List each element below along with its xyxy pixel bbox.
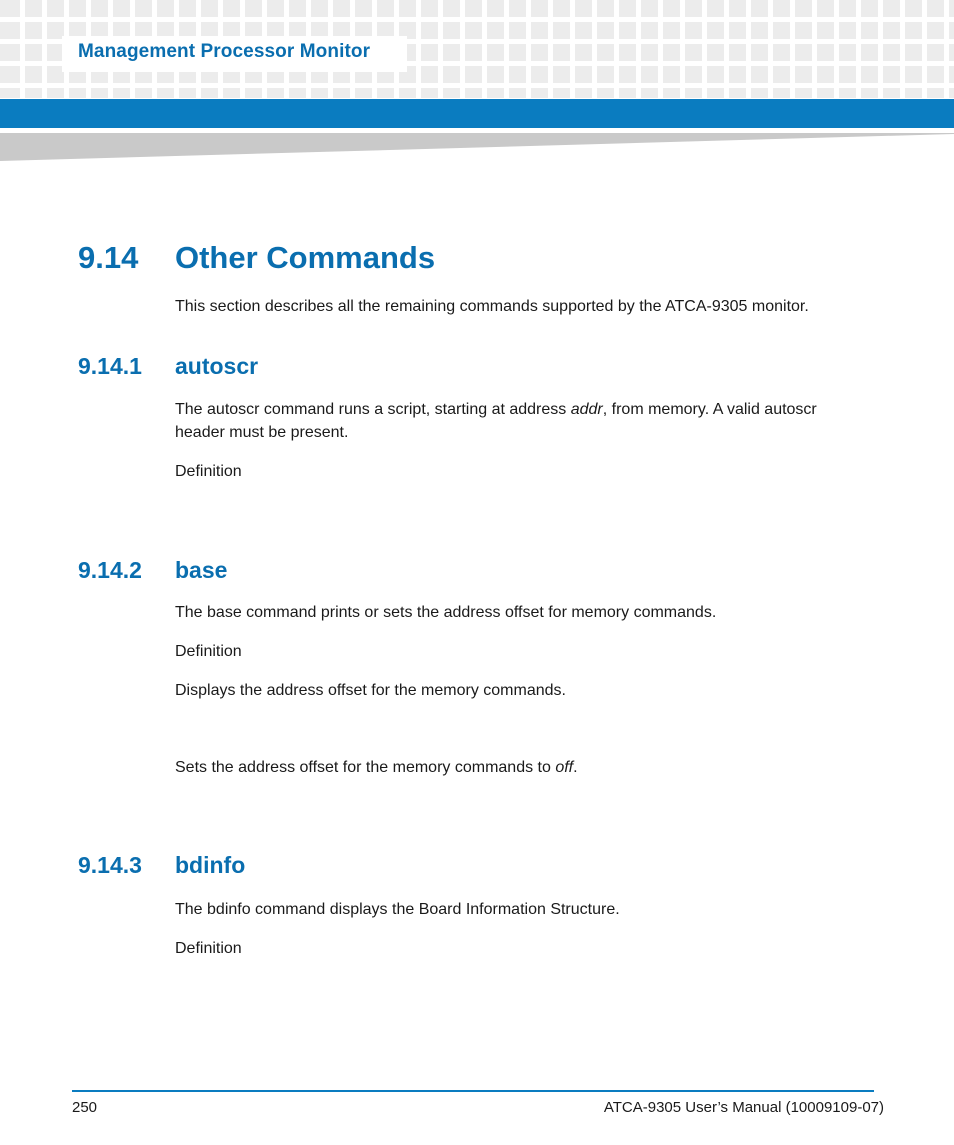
running-header-title: Management Processor Monitor [78, 41, 371, 62]
base-definition-label: Definition [175, 643, 242, 660]
base-set-param: off [555, 759, 574, 776]
subsection-heading-bdinfo [78, 852, 245, 879]
subsection-number: 9.14.2 [78, 557, 142, 583]
subsection-number: 9.14.1 [78, 353, 142, 379]
footer-document-title: ATCA-9305 User’s Manual (10009109-07) [603, 1099, 884, 1116]
base-set-text: Sets the address offset for the memory commands to [175, 759, 556, 776]
section-title: Other Commands [175, 240, 436, 275]
autoscr-definition-label: Definition [175, 463, 242, 480]
subsection-title: bdinfo [175, 852, 246, 878]
bdinfo-description: The bdinfo command displays the Board Information Structure. [175, 901, 620, 918]
base-display-line: Displays the address offset for the memory commands. [175, 682, 566, 699]
header-gray-swoosh [0, 129, 954, 165]
section-heading [78, 240, 435, 276]
bdinfo-definition-label: Definition [175, 940, 242, 957]
footer-rule [72, 1090, 874, 1092]
section-intro: This section describes all the remaining commands supported by the ATCA-9305 monitor. [175, 298, 809, 315]
subsection-number: 9.14.3 [78, 852, 142, 878]
base-set-text-end: . [573, 759, 578, 776]
subsection-heading-base [78, 557, 227, 584]
base-description: The base command prints or sets the address offset for memory commands. [175, 604, 717, 621]
page-number: 250 [72, 1099, 98, 1116]
subsection-title: autoscr [175, 353, 259, 379]
section-number: 9.14 [78, 240, 139, 275]
subsection-title: base [175, 557, 228, 583]
autoscr-desc-param: addr [570, 401, 603, 418]
autoscr-desc-text-end: , from memory. A valid autoscr header must be present. [175, 401, 817, 441]
autoscr-desc-text: The autoscr command runs a script, starting at address [175, 401, 571, 418]
header-blue-bar [0, 99, 954, 128]
subsection-heading-autoscr [78, 353, 258, 380]
autoscr-description [175, 398, 865, 444]
base-set-line [175, 756, 875, 779]
